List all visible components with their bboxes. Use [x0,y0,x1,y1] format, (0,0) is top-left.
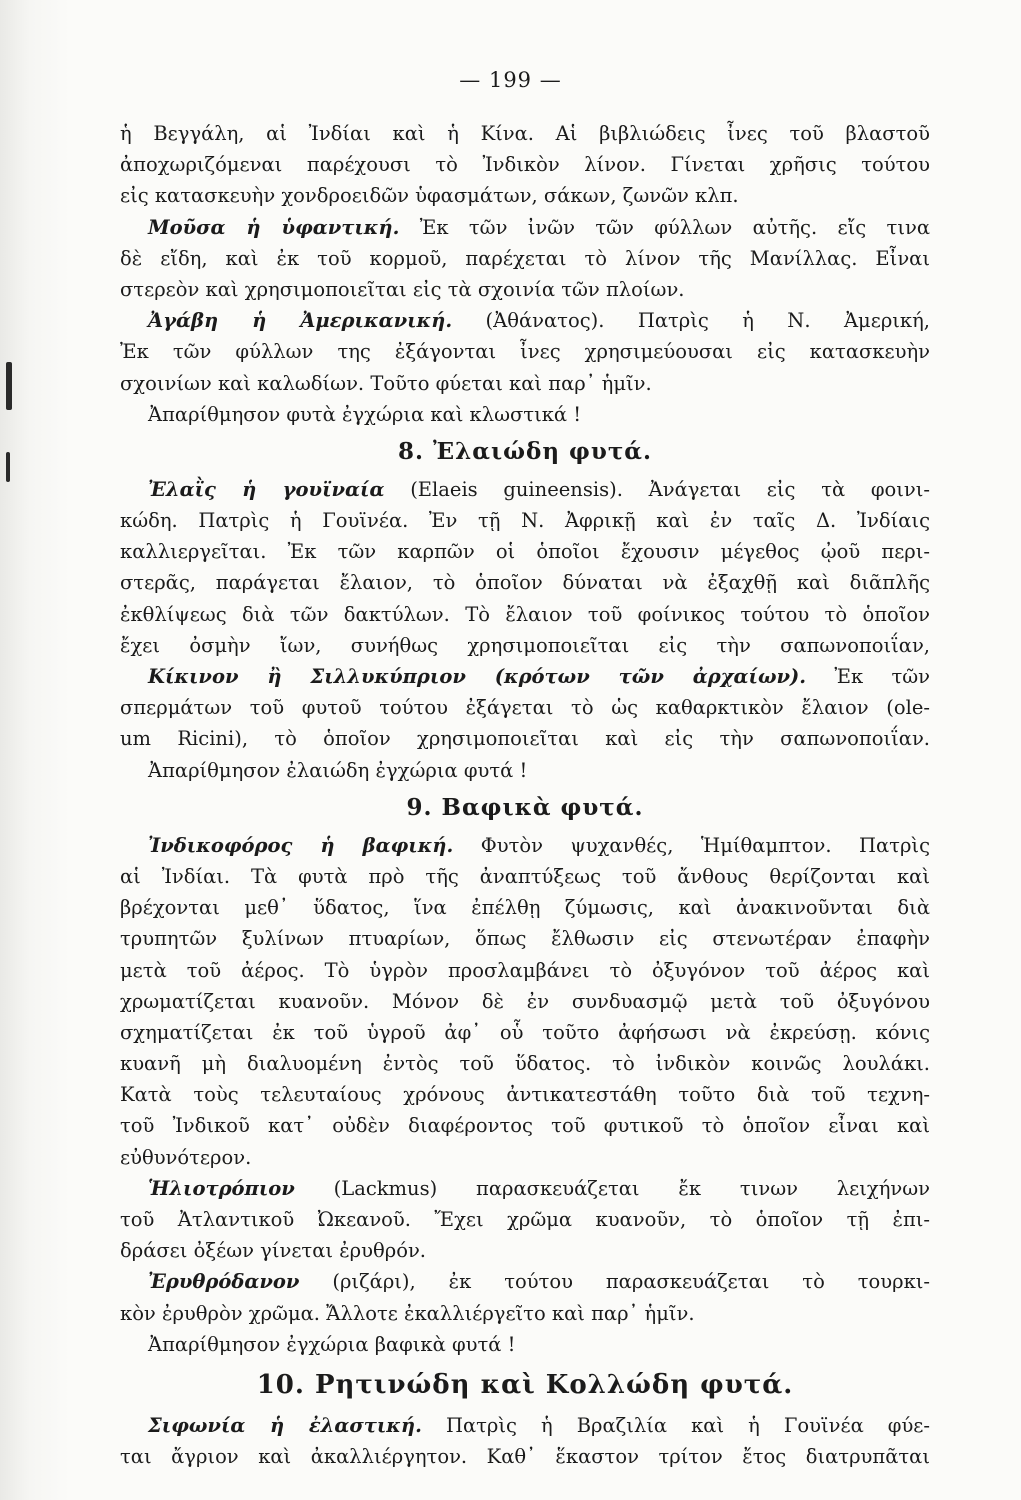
text-line [120,1266,930,1297]
text-line [120,505,930,536]
text-line [120,861,930,892]
text-line [120,212,930,243]
plant-term: Ἡλιοτρόπιον [148,1176,295,1200]
text-line [120,1017,930,1048]
text-line [120,755,930,786]
line-text: τρυπητῶν ξυλίνων πτυαρίων, ὅπως ἔλθωσιν εἰς στενωτέραν ἐπαφὴν [120,927,930,951]
text-line [120,599,930,630]
plant-term: Ἐλαῒς ἡ γουϊναία [148,477,385,501]
text-line [120,892,930,923]
line-text: (Lackmus) παρασκευάζεται ἔκ τινων λειχήνων [294,1176,930,1200]
text-line [120,630,930,661]
line-text: Ἀπαρίθμησον ἐγχώρια βαφικὰ φυτά ! [148,1332,516,1356]
line-text: βρέχονται μεθ᾽ ὕδατος, ἵνα ἐπέλθῃ ζύμωσις, καὶ ἀνακινοῦνται διὰ [120,896,930,920]
line-text: στερᾶς, παράγεται ἔλαιον, τὸ ὁποῖον δύναται νὰ ἐξαχθῇ καὶ διᾶπλῆς [120,571,930,595]
line-text: εἰς κατασκευὴν χονδροειδῶν ὑφασμάτων, σάκων, ζωνῶν κλπ. [120,184,739,208]
text-line [120,1204,930,1235]
text-line [120,661,930,692]
text-line [120,149,930,180]
plant-term: Ἀγάβη ἡ Ἀμερικανική. [148,309,453,333]
plant-term: Ἐρυθρόδανον [148,1270,300,1294]
line-text: τοῦ Ἀτλαντικοῦ Ὠκεανοῦ. Ἔχει χρῶμα κυανοῦν, τὸ ὁποῖον τῇ ἐπι- [120,1208,930,1231]
text-line [120,1048,930,1079]
text-line [120,955,930,986]
binding-mark [6,452,10,482]
binding-mark [6,362,12,410]
text-line [120,336,930,367]
text-line [120,536,930,567]
text-line [120,368,930,399]
section-heading: 9. Βαφικὰ φυτά. [406,793,644,821]
line-text: χρωματίζεται κυανοῦν. Μόνον δὲ ἐν συνδυασμῷ μετὰ τοῦ ὀξυγόνου [120,989,930,1013]
line-text: τοῦ Ἰνδικοῦ κατ᾽ οὐδὲν διαφέροντος τοῦ φυτικοῦ τὸ ὁποῖον εἶναι καὶ [120,1114,930,1138]
section-heading: 10. Ρητινώδη καὶ Κολλώδη φυτά. [256,1369,794,1400]
text-line [120,1079,930,1110]
text-line [120,723,930,754]
text-line [120,567,930,598]
line-text: αἱ Ἰνδίαι. Τὰ φυτὰ πρὸ τῆς ἀναπτύξεως τοῦ ἄνθους θερίζονται καὶ [120,864,930,888]
line-text: Ἐκ τῶν φύλλων της ἐξάγονται ἶνες χρησιμεύουσαι εἰς κατασκευὴν [120,340,930,364]
line-text: κυανῆ μὴ διαλυομένη ἐντὸς τοῦ ὕδατος. τὸ ἰνδικὸν κοινῶς λουλάκι. [120,1052,930,1076]
text-line [120,1441,930,1472]
page-number: — 199 — [459,68,562,92]
line-text: Ἀπαρίθμησον φυτὰ ἐγχώρια καὶ κλωστικά ! [148,402,582,426]
line-text: Φυτὸν ψυχανθές, Ἡμίθαμπτον. Πατρὶς [453,833,930,857]
text-line [120,1329,930,1360]
text-line [120,118,930,149]
text-line [120,1235,930,1266]
line-text: στερεὸν καὶ χρησιμοποιεῖται εἰς τὰ σχοινία τῶν πλοίων. [120,277,685,301]
line-text: ἡ Βεγγάλη, αἱ Ἰνδίαι καὶ ἡ Κίνα. Αἱ βιβλιώδεις ἶνες τοῦ βλαστοῦ [120,122,930,145]
line-text: καλλιεργεῖται. Ἐκ τῶν καρπῶν οἱ ὁποῖοι ἔχουσιν μέγεθος ᾠοῦ περι- [120,540,930,564]
text-line [120,1298,930,1329]
plant-term: Μοῦσα ἡ ὑφαντική. [148,215,400,239]
line-text: (Elaeis guineensis). Ἀνάγεται εἰς τὰ φοινι- [384,477,930,501]
line-text: κώδη. Πατρὶς ἡ Γουϊνέα. Ἐν τῇ Ν. Ἀφρικῇ καὶ ἐν ταῖς Δ. Ἰνδίαις [120,509,930,533]
line-text: Ἐκ τῶν ἰνῶν τῶν φύλλων αὐτῆς. εἴς τινα [399,215,930,239]
line-text: ἐκθλίψεως διὰ τῶν δακτύλων. Τὸ ἔλαιον τοῦ φοίνικος τούτου τὸ ὁποῖον [120,602,930,626]
line-text: ται ἄγριον καὶ ἀκαλλιέργητον. Καθ᾽ ἕκαστον τρίτον ἔτος διατρυπᾶται [120,1445,930,1469]
text-line [120,274,930,305]
line-text: σχοινίων καὶ καλωδίων. Τοῦτο φύεται καὶ παρ᾽ ἡμῖν. [120,371,652,395]
text-line [120,1110,930,1141]
line-text: κὸν ἐρυθρὸν χρῶμα. Ἄλλοτε ἐκαλλιέργεῖτο καὶ παρ᾽ ἡμῖν. [120,1301,695,1325]
line-text: ἔχει ὀσμὴν ἴων, συνήθως χρησιμοποιεῖται εἰς τὴν σαπωνοποιΐαν, [120,633,930,657]
text-line [120,399,930,430]
line-text: δράσει ὀξέων γίνεται ἐρυθρόν. [120,1239,427,1263]
text-line [120,1173,930,1204]
text-line [120,474,930,505]
line-text: (Ἀθάνατος). Πατρὶς ἡ Ν. Ἀμερική, [452,309,930,333]
text-line [120,923,930,954]
text-line [120,692,930,723]
line-text: σχηματίζεται ἐκ τοῦ ὑγροῦ ἀφ᾽ οὗ τοῦτο ἀφήσωσι νὰ ἐκρεύσῃ. κόνις [120,1020,930,1044]
text-line [120,180,930,211]
line-text: Ἐκ τῶν [806,665,930,688]
line-text: um Ricini), τὸ ὁποῖον χρησιμοποιεῖται καὶ εἰς τὴν σαπωνοποιΐαν. [120,727,930,751]
line-text: εὐθυνότερον. [120,1145,252,1169]
line-text: Πατρὶς ἡ Βραζιλία καὶ ἡ Γουϊνέα φύε- [421,1413,930,1437]
section-heading: 8. Ἐλαιώδη φυτά. [398,437,652,465]
text-line [120,305,930,336]
plant-term: Σιφωνία ἡ ἐλαστική. [148,1413,422,1437]
line-text: ἀποχωριζόμεναι παρέχουσι τὸ Ἰνδικὸν λίνον. Γίνεται χρῆσις τούτου [120,153,930,177]
text-line [120,1410,930,1441]
text-line [120,830,930,861]
line-text: Ἀπαρίθμησον ἐλαιώδη ἐγχώρια φυτά ! [148,758,528,782]
line-text: Κατὰ τοὺς τελευταίους χρόνους ἀντικατεστάθη τοῦτο διὰ τοῦ τεχνη- [120,1083,930,1107]
text-line [120,986,930,1017]
line-text: σπερμάτων τοῦ φυτοῦ τούτου ἐξάγεται τὸ ὡς καθαρκτικὸν ἔλαιον (ole- [120,696,930,720]
line-text: μετὰ τοῦ ἀέρος. Τὸ ὑγρὸν προσλαμβάνει τὸ ὀξυγόνον τοῦ ἀέρος καὶ [120,958,930,982]
line-text: δὲ εἴδη, καὶ ἐκ τοῦ κορμοῦ, παρέχεται τὸ λίνον τῆς Μανίλλας. Εἶναι [120,246,930,270]
plant-term: Ἰνδικοφόρος ἡ βαφική. [148,833,454,857]
page-body [120,118,930,1472]
line-text: (ριζάρι), ἐκ τούτου παρασκευάζεται τὸ τουρκι- [299,1270,930,1294]
plant-term: Κίκινον ἢ Σιλλυκύπριον (κρότων τῶν ἀρχαίων). [148,665,807,688]
text-line [120,1142,930,1173]
text-line [120,243,930,274]
